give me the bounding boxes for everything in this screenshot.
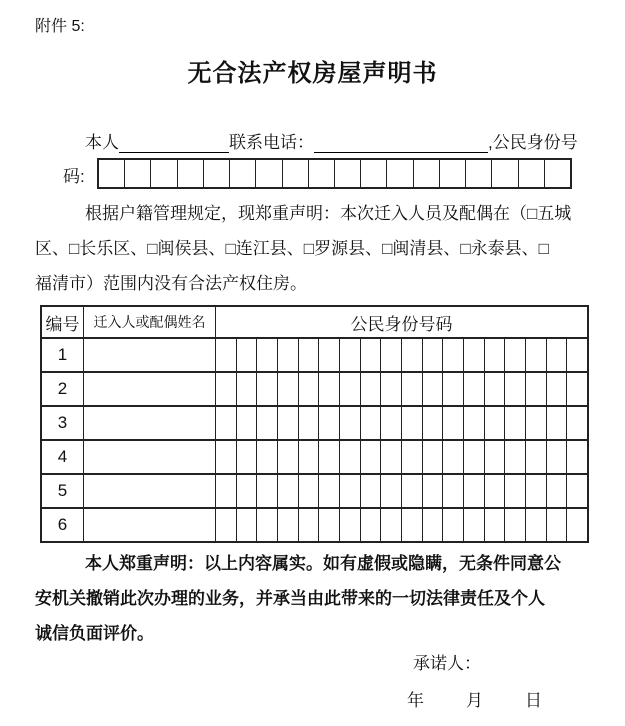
id-digit-cell[interactable] <box>566 373 587 405</box>
promisor-label: 承诺人： <box>413 654 481 673</box>
id-digit-cells <box>216 339 587 371</box>
id-digit-box[interactable] <box>439 160 465 187</box>
id-digit-box[interactable] <box>229 160 255 187</box>
id-digit-box[interactable] <box>308 160 334 187</box>
table-row <box>42 337 587 371</box>
id-digit-cell[interactable] <box>360 475 381 507</box>
id-digit-cell[interactable] <box>277 373 298 405</box>
id-digit-box[interactable] <box>544 160 570 187</box>
name-input-cell[interactable] <box>84 339 216 371</box>
id-digit-box[interactable] <box>124 160 150 187</box>
id-digit-cell[interactable] <box>546 509 567 541</box>
id-digit-cell[interactable] <box>380 475 401 507</box>
name-blank-field[interactable] <box>119 134 229 153</box>
id-digit-cell[interactable] <box>566 339 587 371</box>
id-digit-cell[interactable] <box>216 339 236 371</box>
id-digit-cell[interactable] <box>463 441 484 473</box>
id-digit-cell[interactable] <box>401 509 422 541</box>
id-digit-cell[interactable] <box>504 441 525 473</box>
id-digit-cell[interactable] <box>504 509 525 541</box>
phone-label: 联系电话： <box>229 133 314 152</box>
id-box-row <box>97 158 572 189</box>
id-digit-cell[interactable] <box>504 373 525 405</box>
id-digit-box[interactable] <box>203 160 229 187</box>
id-digit-cell[interactable] <box>442 373 463 405</box>
id-digit-cell[interactable] <box>422 373 443 405</box>
id-digit-cell[interactable] <box>360 373 381 405</box>
header-name: 迁入人或配偶姓名 <box>84 307 216 337</box>
statement-line: 安机关撤销此次办理的业务，并承当由此带来的一切法律责任及个人 <box>35 589 545 608</box>
statement-line: 本人郑重声明：以上内容属实。如有虚假或隐瞒，无条件同意公 <box>85 554 561 573</box>
table-row <box>42 473 587 507</box>
id-digit-cell[interactable] <box>318 373 339 405</box>
id-digit-cell[interactable] <box>216 475 236 507</box>
id-digit-cell[interactable] <box>401 339 422 371</box>
id-digit-box[interactable] <box>177 160 203 187</box>
id-digit-cell[interactable] <box>339 339 360 371</box>
id-digit-cell[interactable] <box>360 441 381 473</box>
row-number-cell: 6 <box>42 509 84 541</box>
id-digit-cell[interactable] <box>566 475 587 507</box>
id-digit-box[interactable] <box>282 160 308 187</box>
id-digit-cell[interactable] <box>442 441 463 473</box>
declaration-line: 福清市）范围内没有合法产权住房。 <box>35 274 307 293</box>
id-digit-cell[interactable] <box>525 407 546 439</box>
id-digit-cell[interactable] <box>442 339 463 371</box>
name-input-cell[interactable] <box>84 509 216 541</box>
id-digit-cell[interactable] <box>236 407 257 439</box>
statement-line: 诚信负面评价。 <box>35 624 154 643</box>
id-digit-cell[interactable] <box>298 339 319 371</box>
id-digit-cell[interactable] <box>256 373 277 405</box>
row-number-cell: 4 <box>42 441 84 473</box>
id-digit-cell[interactable] <box>442 509 463 541</box>
id-digit-cell[interactable] <box>380 373 401 405</box>
id-digit-cell[interactable] <box>525 509 546 541</box>
id-digit-cell[interactable] <box>298 475 319 507</box>
id-digit-box[interactable] <box>413 160 439 187</box>
id-number-label-wrap: 码: <box>63 167 85 186</box>
id-digit-cell[interactable] <box>484 475 505 507</box>
id-digit-cell[interactable] <box>318 475 339 507</box>
day-label: 日 <box>525 691 542 710</box>
id-digit-cell[interactable] <box>546 373 567 405</box>
id-digit-cell[interactable] <box>546 475 567 507</box>
id-digit-cell[interactable] <box>566 509 587 541</box>
id-digit-cell[interactable] <box>256 407 277 439</box>
id-digit-cell[interactable] <box>236 373 257 405</box>
id-digit-cell[interactable] <box>380 441 401 473</box>
id-digit-cell[interactable] <box>339 373 360 405</box>
id-digit-cell[interactable] <box>504 339 525 371</box>
id-digit-cell[interactable] <box>318 339 339 371</box>
id-digit-cells <box>216 407 587 439</box>
id-digit-box[interactable] <box>150 160 176 187</box>
id-digit-cell[interactable] <box>339 441 360 473</box>
id-digit-cell[interactable] <box>463 407 484 439</box>
id-digit-box[interactable] <box>386 160 412 187</box>
table-row <box>42 405 587 439</box>
table-row <box>42 371 587 405</box>
id-digit-cell[interactable] <box>546 441 567 473</box>
header-id-number: 公民身份号码 <box>350 314 453 334</box>
id-digit-cell[interactable] <box>422 339 443 371</box>
id-digit-cell[interactable] <box>463 339 484 371</box>
id-digit-cell[interactable] <box>216 441 236 473</box>
table-row <box>42 507 587 541</box>
id-digit-cells <box>216 509 587 541</box>
id-digit-cells <box>216 373 587 405</box>
person-id-table <box>40 305 589 543</box>
id-digit-cell[interactable] <box>484 407 505 439</box>
id-digit-cell[interactable] <box>484 509 505 541</box>
name-input-cell[interactable] <box>84 475 216 507</box>
id-digit-cell[interactable] <box>463 509 484 541</box>
id-digit-cell[interactable] <box>216 407 236 439</box>
id-digit-cell[interactable] <box>339 407 360 439</box>
declaration-line: 区、□长乐区、□闽侯县、□连江县、□罗源县、□闽清县、□永泰县、□ <box>35 239 549 258</box>
page-title: 无合法产权房屋声明书 <box>187 60 438 87</box>
id-digit-cell[interactable] <box>566 407 587 439</box>
id-digit-cell[interactable] <box>360 407 381 439</box>
id-digit-cell[interactable] <box>277 509 298 541</box>
id-digit-cell[interactable] <box>546 407 567 439</box>
year-label: 年 <box>407 691 424 710</box>
intro-line <box>85 128 578 153</box>
id-digit-cell[interactable] <box>422 407 443 439</box>
id-digit-cell[interactable] <box>236 441 257 473</box>
id-digit-cell[interactable] <box>236 509 257 541</box>
id-digit-cell[interactable] <box>236 475 257 507</box>
statement-paragraph <box>35 546 591 651</box>
row-number-cell: 3 <box>42 407 84 439</box>
id-digit-cell[interactable] <box>256 339 277 371</box>
id-digit-cell[interactable] <box>216 509 236 541</box>
id-digit-cell[interactable] <box>380 509 401 541</box>
id-digit-cell[interactable] <box>380 407 401 439</box>
id-digit-cell[interactable] <box>216 373 236 405</box>
id-digit-cell[interactable] <box>463 475 484 507</box>
id-digit-cell[interactable] <box>318 509 339 541</box>
id-digit-cell[interactable] <box>401 407 422 439</box>
id-digit-cell[interactable] <box>298 441 319 473</box>
id-digit-box[interactable] <box>334 160 360 187</box>
id-digit-cells <box>216 475 587 507</box>
id-digit-cell[interactable] <box>277 339 298 371</box>
id-digit-cell[interactable] <box>401 441 422 473</box>
id-digit-cell[interactable] <box>298 407 319 439</box>
id-digit-cell[interactable] <box>525 441 546 473</box>
id-digit-cell[interactable] <box>380 339 401 371</box>
id-digit-box[interactable] <box>360 160 386 187</box>
month-label: 月 <box>466 691 483 710</box>
name-input-cell[interactable] <box>84 441 216 473</box>
id-digit-box[interactable] <box>99 160 124 187</box>
id-digit-box[interactable] <box>518 160 544 187</box>
id-digit-cell[interactable] <box>256 475 277 507</box>
id-digit-cells <box>216 441 587 473</box>
id-digit-cell[interactable] <box>484 373 505 405</box>
id-digit-cell[interactable] <box>484 441 505 473</box>
id-digit-cell[interactable] <box>277 441 298 473</box>
row-number-cell: 1 <box>42 339 84 371</box>
id-digit-cell[interactable] <box>566 441 587 473</box>
id-digit-cell[interactable] <box>256 441 277 473</box>
id-digit-cell[interactable] <box>360 339 381 371</box>
id-digit-cell[interactable] <box>504 475 525 507</box>
id-digit-box[interactable] <box>465 160 491 187</box>
phone-blank-field[interactable] <box>314 134 488 153</box>
attachment-label: 附件 5: <box>35 18 85 35</box>
name-label: 本人 <box>85 133 119 152</box>
name-input-cell[interactable] <box>84 407 216 439</box>
id-digit-cell[interactable] <box>484 339 505 371</box>
id-digit-cell[interactable] <box>525 373 546 405</box>
id-digit-cell[interactable] <box>401 373 422 405</box>
id-digit-cell[interactable] <box>422 441 443 473</box>
id-digit-cell[interactable] <box>546 339 567 371</box>
id-digit-cell[interactable] <box>422 509 443 541</box>
id-digit-cell[interactable] <box>236 339 257 371</box>
header-number: 编号 <box>42 307 84 337</box>
id-digit-cell[interactable] <box>318 407 339 439</box>
id-digit-cell[interactable] <box>401 475 422 507</box>
id-digit-cell[interactable] <box>256 509 277 541</box>
id-digit-cell[interactable] <box>277 407 298 439</box>
row-number-cell: 2 <box>42 373 84 405</box>
id-digit-cell[interactable] <box>277 475 298 507</box>
id-digit-box[interactable] <box>491 160 517 187</box>
id-digit-cell[interactable] <box>360 509 381 541</box>
name-input-cell[interactable] <box>84 373 216 405</box>
id-digit-cell[interactable] <box>298 509 319 541</box>
row-number-cell: 5 <box>42 475 84 507</box>
id-digit-box[interactable] <box>255 160 281 187</box>
id-digit-cell[interactable] <box>504 407 525 439</box>
id-number-label: ,公民身份号 <box>488 133 578 152</box>
table-header-row <box>42 307 587 337</box>
id-digit-cell[interactable] <box>339 475 360 507</box>
id-digit-cell[interactable] <box>442 407 463 439</box>
declaration-line: 根据户籍管理规定，现郑重声明：本次迁入人员及配偶在（□五城 <box>85 204 572 223</box>
id-digit-cell[interactable] <box>463 373 484 405</box>
id-digit-cell[interactable] <box>525 475 546 507</box>
id-digit-cell[interactable] <box>525 339 546 371</box>
id-digit-cell[interactable] <box>298 373 319 405</box>
id-digit-cell[interactable] <box>442 475 463 507</box>
id-digit-cell[interactable] <box>318 441 339 473</box>
table-row <box>42 439 587 473</box>
table-body <box>42 337 587 541</box>
declaration-paragraph <box>35 196 591 301</box>
id-digit-cell[interactable] <box>339 509 360 541</box>
id-digit-cell[interactable] <box>422 475 443 507</box>
date-line <box>407 686 542 711</box>
